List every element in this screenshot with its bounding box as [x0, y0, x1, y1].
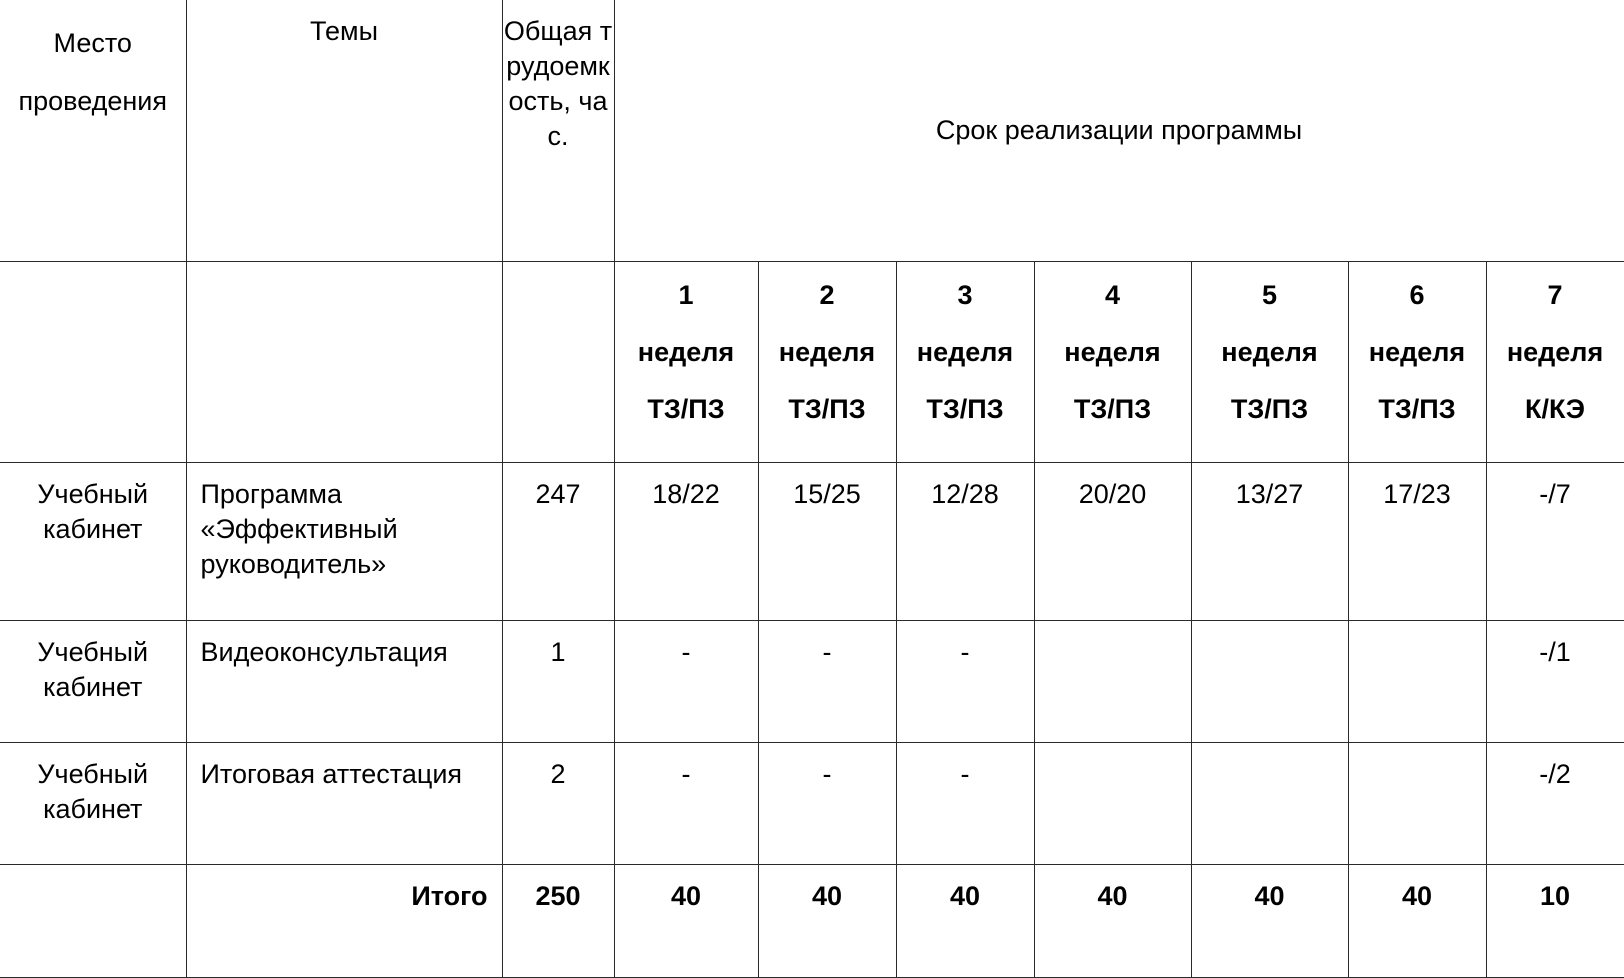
week-cell: [1348, 463, 1486, 621]
week-word: неделя: [916, 337, 1014, 367]
week-number: 1: [678, 280, 694, 310]
total-label-cell: [186, 865, 502, 978]
week-cell: [614, 463, 758, 621]
topic-text: Программа «Эффективный руководитель»: [200, 479, 398, 579]
week-value: 20/20: [1078, 479, 1147, 509]
week-value: -: [681, 759, 691, 789]
week-word: неделя: [1064, 337, 1161, 367]
total-week-value: 40: [1401, 881, 1433, 911]
week-value: -: [960, 759, 970, 789]
week-value: 18/22: [652, 479, 720, 509]
total-week-cell: [1486, 865, 1624, 978]
week-cell: [1191, 463, 1348, 621]
week-type: ТЗ/ПЗ: [1378, 394, 1456, 424]
week-word: неделя: [1368, 337, 1466, 367]
week-value: -/7: [1539, 479, 1571, 509]
total-week-value: 40: [1097, 881, 1128, 911]
week-cell: [1191, 743, 1348, 865]
week-cell: [1348, 621, 1486, 743]
total-row: [0, 865, 1624, 978]
week-value: -: [960, 637, 970, 667]
week-word: неделя: [778, 337, 876, 367]
week-cell: [1034, 463, 1191, 621]
week-type: ТЗ/ПЗ: [1073, 394, 1152, 424]
labor-cell: [502, 463, 614, 621]
topic-cell: [186, 621, 502, 743]
table-row: [0, 621, 1624, 743]
week-number: 7: [1547, 280, 1563, 310]
week-value: 13/27: [1235, 479, 1304, 509]
week-cell: [758, 621, 896, 743]
week-head-4: [1034, 262, 1191, 463]
place-cell: [0, 463, 186, 621]
week-cell: [758, 743, 896, 865]
total-week-cell: [614, 865, 758, 978]
total-week-cell: [896, 865, 1034, 978]
labor-value: 1: [550, 637, 566, 667]
week-value: [1349, 743, 1486, 757]
total-week-cell: [1034, 865, 1191, 978]
week-type: ТЗ/ПЗ: [926, 394, 1004, 424]
topic-cell: [186, 743, 502, 865]
week-cell: [1191, 621, 1348, 743]
header-topics: Темы: [310, 16, 378, 46]
header-period: Срок реализации программы: [935, 115, 1303, 145]
week-value: -/1: [1539, 637, 1571, 667]
week-header-row: [0, 262, 1624, 463]
total-week-value: 40: [949, 881, 981, 911]
week-type: ТЗ/ПЗ: [647, 394, 725, 424]
header-labor-cell: [502, 0, 614, 262]
week-value: [1035, 743, 1191, 757]
table-row: [0, 743, 1624, 865]
total-week-value: 40: [670, 881, 702, 911]
week-value: -: [681, 637, 691, 667]
empty-cell: [0, 865, 186, 978]
week-number: 6: [1409, 280, 1425, 310]
week-cell: [896, 463, 1034, 621]
header-period-cell: [614, 0, 1624, 262]
header-place: Место проведения: [18, 28, 167, 116]
total-week-value: 40: [1254, 881, 1285, 911]
header-place-cell: [0, 0, 186, 262]
total-week-cell: [1348, 865, 1486, 978]
total-week-value: 10: [1540, 881, 1571, 911]
week-type: ТЗ/ПЗ: [788, 394, 866, 424]
empty-cell: [0, 262, 186, 463]
week-number: 4: [1104, 280, 1121, 310]
week-value: 15/25: [793, 479, 861, 509]
week-value: [1035, 621, 1191, 635]
week-cell: [1034, 621, 1191, 743]
week-cell: [1034, 743, 1191, 865]
labor-cell: [502, 621, 614, 743]
week-word: неделя: [1221, 337, 1318, 367]
labor-value: 2: [550, 759, 566, 789]
week-number: 3: [957, 280, 973, 310]
header-topics-cell: [186, 0, 502, 262]
empty-cell: [186, 262, 502, 463]
place-text: Учебный кабинет: [37, 637, 149, 702]
week-value: -: [822, 759, 832, 789]
header-row: [0, 0, 1624, 262]
week-value: 17/23: [1383, 479, 1451, 509]
week-cell: [1486, 743, 1624, 865]
topic-cell: [186, 463, 502, 621]
total-week-value: 40: [811, 881, 843, 911]
place-text: Учебный кабинет: [37, 479, 149, 544]
week-value: [1349, 621, 1486, 635]
total-label: Итого: [411, 881, 488, 911]
week-type: ТЗ/ПЗ: [1230, 394, 1309, 424]
place-cell: [0, 621, 186, 743]
week-value: -/2: [1539, 759, 1571, 789]
topic-text: Итоговая аттестация: [200, 759, 463, 789]
total-labor-cell: [502, 865, 614, 978]
place-cell: [0, 743, 186, 865]
week-cell: [896, 621, 1034, 743]
week-type: К/КЭ: [1525, 394, 1586, 424]
week-cell: [896, 743, 1034, 865]
total-week-cell: [758, 865, 896, 978]
week-value: 12/28: [931, 479, 999, 509]
week-value: [1192, 743, 1348, 757]
week-cell: [758, 463, 896, 621]
week-cell: [1486, 621, 1624, 743]
labor-value: 247: [535, 479, 581, 509]
total-labor: 250: [535, 881, 581, 911]
week-value: -: [822, 637, 832, 667]
week-head-3: [896, 262, 1034, 463]
empty-cell: [502, 262, 614, 463]
week-value: [1192, 621, 1348, 635]
table-row: [0, 463, 1624, 621]
topic-text: Видеоконсультация: [200, 637, 448, 667]
week-word: неделя: [637, 337, 735, 367]
week-cell: [614, 621, 758, 743]
week-cell: [614, 743, 758, 865]
total-week-cell: [1191, 865, 1348, 978]
week-word: неделя: [1506, 337, 1604, 367]
week-number: 2: [819, 280, 835, 310]
week-head-7: [1486, 262, 1624, 463]
week-head-1: [614, 262, 758, 463]
week-head-2: [758, 262, 896, 463]
week-number: 5: [1261, 280, 1278, 310]
week-cell: [1486, 463, 1624, 621]
week-cell: [1348, 743, 1486, 865]
week-head-5: [1191, 262, 1348, 463]
labor-cell: [502, 743, 614, 865]
header-labor: Общая трудоемкость, час.: [503, 16, 613, 151]
place-text: Учебный кабинет: [37, 759, 149, 824]
week-head-6: [1348, 262, 1486, 463]
